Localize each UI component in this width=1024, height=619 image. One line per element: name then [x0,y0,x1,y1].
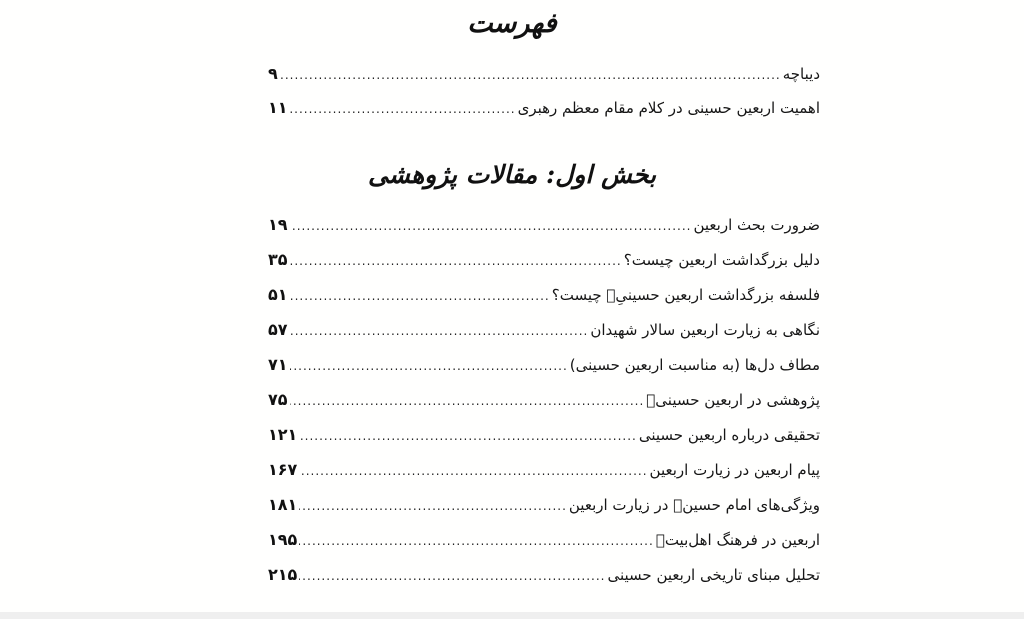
toc-entry-page: ۷۱ [268,355,288,374]
toc-entry-page: ۷۵ [268,390,288,409]
toc-entry-title: تحلیل مبنای تاریخی اربعین حسینی [607,566,820,584]
dot-leader [290,386,645,416]
dot-leader [290,316,589,346]
dot-leader [290,351,568,381]
toc-entry[interactable] [268,59,820,93]
dot-leader [299,526,654,556]
toc-entry-title: تحقیقی درباره اربعین حسینی [638,426,820,444]
section-heading: بخش اول: مقالات پژوهشی [367,160,657,189]
toc-entry[interactable] [268,93,820,127]
toc-entry[interactable] [268,245,820,280]
toc-entry-page: ۱۸۱ [268,495,298,514]
section-entries-list [268,210,820,595]
toc-entry[interactable] [268,210,820,245]
dot-leader [299,456,647,486]
toc-entry[interactable] [268,525,820,560]
toc-entry-page: ۵۱ [268,285,288,304]
toc-entry-title: ویژگی‌های امام حسینؑ در زیارت اربعین [568,496,820,514]
toc-title: فهرست [467,8,557,39]
dot-leader [280,60,781,90]
toc-entry-title: فلسفه بزرگداشت اربعین حسینیِؑ چیست؟ [551,286,820,304]
viewer-bottom-edge [0,612,1024,619]
toc-entry-title: ضرورت بحث اربعین [693,216,820,234]
toc-entry-title: نگاهی به زیارت اربعین سالار شهیدان [590,321,820,339]
toc-entry[interactable] [268,385,820,420]
toc-entry-page: ۵۷ [268,320,288,339]
toc-entry-page: ۳۵ [268,250,288,269]
toc-entry[interactable] [268,315,820,350]
toc-entry[interactable] [268,420,820,455]
toc-entry-title: دلیل بزرگداشت اربعین چیست؟ [623,251,820,269]
dot-leader [299,561,605,591]
front-matter-list [268,59,820,127]
dot-leader [290,281,550,311]
toc-entry-page: ۱۹ [268,215,288,234]
toc-entry[interactable] [268,560,820,595]
toc-entry-page: ۹ [268,64,278,83]
toc-entry-title: اربعین در فرهنگ اهل‌بیتؑ [655,531,820,549]
toc-entry[interactable] [268,455,820,490]
dot-leader [290,211,692,241]
toc-entry-title: مطاف دل‌ها (به مناسبت اربعین حسینی) [569,356,820,374]
dot-leader [299,491,567,521]
dot-leader [290,246,622,276]
toc-entry-title: پیام اربعین در زیارت اربعین [649,461,820,479]
toc-entry-title: پژوهشی در اربعین حسینیؑ [646,391,820,409]
toc-entry-page: ۱۹۵ [268,530,298,549]
dot-leader [290,94,516,124]
dot-leader [299,421,637,451]
toc-entry-page: ۱۶۷ [268,460,298,479]
toc-entry[interactable] [268,350,820,385]
toc-entry-page: ۲۱۵ [268,565,298,584]
toc-entry[interactable] [268,280,820,315]
toc-entry-page: ۱۲۱ [268,425,298,444]
toc-entry-title: اهمیت اربعین حسینی در کلام مقام معظم رهبری [517,99,820,117]
toc-entry-page: ۱۱ [268,98,288,117]
toc-entry[interactable] [268,490,820,525]
toc-entry-title: دیباچه [782,65,820,83]
